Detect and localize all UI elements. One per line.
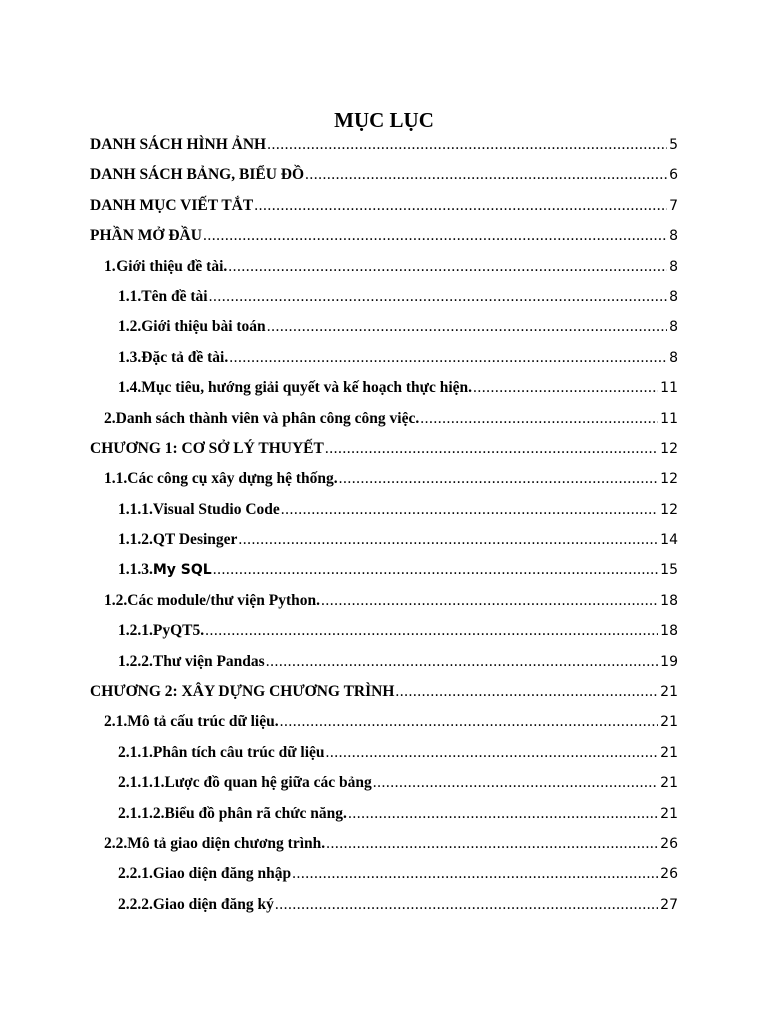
toc-entry-label: Lược đồ quan hệ giữa các bảng — [164, 774, 372, 792]
toc-entry-label: Mô tả giao diện chương trình. — [127, 834, 326, 852]
toc-entry-label: Các công cụ xây dựng hệ thống. — [127, 470, 338, 488]
toc-dot-leader — [326, 835, 658, 853]
toc-entry[interactable] — [90, 440, 678, 470]
toc-entry[interactable] — [90, 197, 678, 227]
toc-page-number: 8 — [669, 288, 678, 305]
toc-page-number: 18 — [660, 623, 678, 640]
toc-dot-leader — [339, 470, 659, 488]
toc-dot-leader — [373, 774, 658, 792]
toc-entry[interactable] — [90, 288, 678, 318]
toc-entry-label: Danh sách thành viên và phân công công việc. — [115, 409, 420, 427]
toc-entry-label: Biểu đồ phân rã chức năng. — [164, 804, 347, 822]
toc-page-number: 12 — [660, 501, 678, 518]
toc-entry-number: 1.2. — [104, 591, 128, 609]
toc-dot-leader — [266, 653, 658, 671]
toc-entry[interactable] — [90, 896, 678, 926]
toc-page-number: 11 — [660, 380, 678, 397]
toc-entry[interactable] — [90, 410, 678, 440]
toc-dot-leader — [267, 318, 667, 336]
toc-entry-label: Giới thiệu bài toán — [141, 318, 266, 336]
toc-entry-number: 2.1.1. — [118, 743, 153, 761]
toc-entry-label: Đặc tả đề tài. — [141, 348, 229, 366]
toc-entry[interactable] — [90, 531, 678, 561]
toc-entry-label: DANH SÁCH BẢNG, BIỂU ĐỒ — [90, 166, 305, 184]
toc-entry[interactable] — [90, 349, 678, 379]
toc-page-number: 14 — [660, 532, 678, 549]
toc-dot-leader — [254, 197, 667, 215]
toc-entry[interactable] — [90, 258, 678, 288]
toc-entry-number: 1.2.2. — [118, 652, 153, 670]
toc-page-number: 8 — [669, 258, 678, 275]
toc-entry-number: 1.1. — [118, 287, 142, 305]
toc-entry-label: Tên đề tài — [141, 287, 208, 305]
toc-dot-leader — [205, 622, 658, 640]
toc-page-number: 21 — [660, 714, 678, 731]
toc-entry-label: Thư viện Pandas — [152, 652, 265, 670]
toc-dot-leader — [209, 288, 668, 306]
toc-entry-number: 2. — [104, 409, 116, 427]
toc-entry[interactable] — [90, 835, 678, 865]
toc-entry-number: 1. — [104, 257, 116, 275]
toc-dot-leader — [305, 166, 667, 184]
toc-dot-leader — [473, 379, 658, 397]
toc-list — [90, 136, 678, 926]
toc-page-number: 5 — [669, 137, 678, 153]
toc-dot-leader — [395, 683, 658, 701]
toc-dot-leader — [292, 865, 658, 883]
toc-dot-leader — [281, 501, 658, 519]
toc-dot-leader — [228, 258, 667, 276]
toc-page-number: 12 — [660, 471, 678, 488]
toc-entry[interactable] — [90, 592, 678, 622]
toc-page-number: 19 — [660, 653, 678, 670]
toc-entry[interactable] — [90, 683, 678, 713]
toc-entry[interactable] — [90, 713, 678, 743]
toc-entry[interactable] — [90, 653, 678, 683]
toc-entry[interactable] — [90, 805, 678, 835]
toc-page-number: 27 — [660, 896, 678, 913]
toc-entry[interactable] — [90, 166, 678, 196]
toc-entry-label: QT Desinger — [152, 531, 238, 549]
toc-page-number: 26 — [660, 866, 678, 883]
toc-entry-number: 1.4. — [118, 379, 142, 397]
toc-entry-number: 1.1.3. — [118, 561, 153, 579]
toc-dot-leader — [267, 136, 667, 154]
toc-entry-number: 1.1.2. — [118, 531, 153, 549]
toc-entry-label: Visual Studio Code — [152, 500, 280, 518]
toc-page-number: 12 — [660, 440, 678, 457]
toc-entry[interactable] — [90, 622, 678, 652]
toc-dot-leader — [321, 592, 658, 610]
toc-entry[interactable] — [90, 136, 678, 166]
toc-entry-number: 1.1.1. — [118, 500, 153, 518]
toc-dot-leader — [275, 896, 658, 914]
toc-entry[interactable] — [90, 318, 678, 348]
toc-dot-leader — [420, 410, 658, 428]
toc-entry-number: 1.3. — [118, 348, 142, 366]
toc-page-number: 6 — [669, 167, 678, 184]
toc-entry-number: 2.2. — [104, 834, 128, 852]
toc-dot-leader — [213, 561, 658, 579]
toc-page-number: 11 — [660, 410, 678, 427]
toc-entry-number: 1.2.1. — [118, 622, 153, 640]
toc-entry[interactable] — [90, 470, 678, 500]
toc-entry[interactable] — [90, 227, 678, 257]
toc-entry-number: 2.1.1.2. — [118, 804, 165, 822]
toc-entry-number: 1.1. — [104, 470, 128, 488]
toc-entry[interactable] — [90, 501, 678, 531]
toc-entry-label: DANH MỤC VIẾT TẮT — [90, 196, 254, 214]
toc-entry-label: My SQL — [152, 562, 212, 579]
toc-entry-label: Mục tiêu, hướng giải quyết và kế hoạch thực hiện. — [141, 379, 473, 397]
toc-entry-label: DANH SÁCH HÌNH ẢNH — [90, 136, 267, 153]
toc-page-number: 15 — [660, 562, 678, 579]
toc-entry-label: PHẦN MỞ ĐẦU — [90, 227, 202, 245]
toc-dot-leader — [238, 531, 658, 549]
toc-page-number: 8 — [669, 228, 678, 245]
toc-entry-number: 2.2.1. — [118, 865, 153, 883]
toc-entry-label: Mô tả cấu trúc dữ liệu. — [127, 713, 279, 731]
toc-title: MỤC LỤC — [334, 108, 434, 132]
toc-entry-number: 2.2.2. — [118, 895, 153, 913]
toc-page-number: 18 — [660, 592, 678, 609]
toc-page-number: 21 — [660, 775, 678, 792]
toc-entry-label: Phân tích câu trúc dữ liệu — [152, 743, 325, 761]
toc-entry-label: Giao diện đăng nhập — [152, 865, 292, 883]
toc-page-number: 26 — [660, 835, 678, 852]
toc-entry-label: Giới thiệu đề tài. — [116, 257, 228, 275]
toc-entry[interactable] — [90, 561, 678, 591]
toc-entry[interactable] — [90, 744, 678, 774]
toc-entry-number: 1.2. — [118, 318, 142, 336]
toc-dot-leader — [325, 440, 658, 458]
toc-entry-label: CHƯƠNG 2: XÂY DỰNG CHƯƠNG TRÌNH — [90, 683, 395, 701]
toc-page-number: 21 — [660, 805, 678, 822]
toc-entry-label: Các module/thư viện Python. — [127, 591, 320, 609]
toc-entry-label: Giao diện đăng ký — [152, 895, 274, 913]
toc-entry[interactable] — [90, 379, 678, 409]
toc-page-number: 7 — [669, 197, 678, 214]
toc-entry-number: 2.1.1.1. — [118, 774, 165, 792]
toc-entry[interactable] — [90, 774, 678, 804]
toc-entry-label: CHƯƠNG 1: CƠ SỞ LÝ THUYẾT — [90, 439, 324, 457]
toc-dot-leader — [203, 227, 667, 245]
toc-dot-leader — [326, 744, 659, 762]
toc-page-number: 21 — [660, 744, 678, 761]
toc-page-number: 8 — [669, 349, 678, 366]
toc-dot-leader — [280, 713, 659, 731]
toc-page-number: 8 — [669, 319, 678, 336]
toc-page-number: 21 — [660, 684, 678, 701]
toc-entry[interactable] — [90, 865, 678, 895]
toc-dot-leader — [229, 349, 667, 367]
toc-dot-leader — [348, 805, 658, 823]
toc-entry-number: 2.1. — [104, 713, 128, 731]
toc-entry-label: PyQT5. — [152, 622, 205, 640]
